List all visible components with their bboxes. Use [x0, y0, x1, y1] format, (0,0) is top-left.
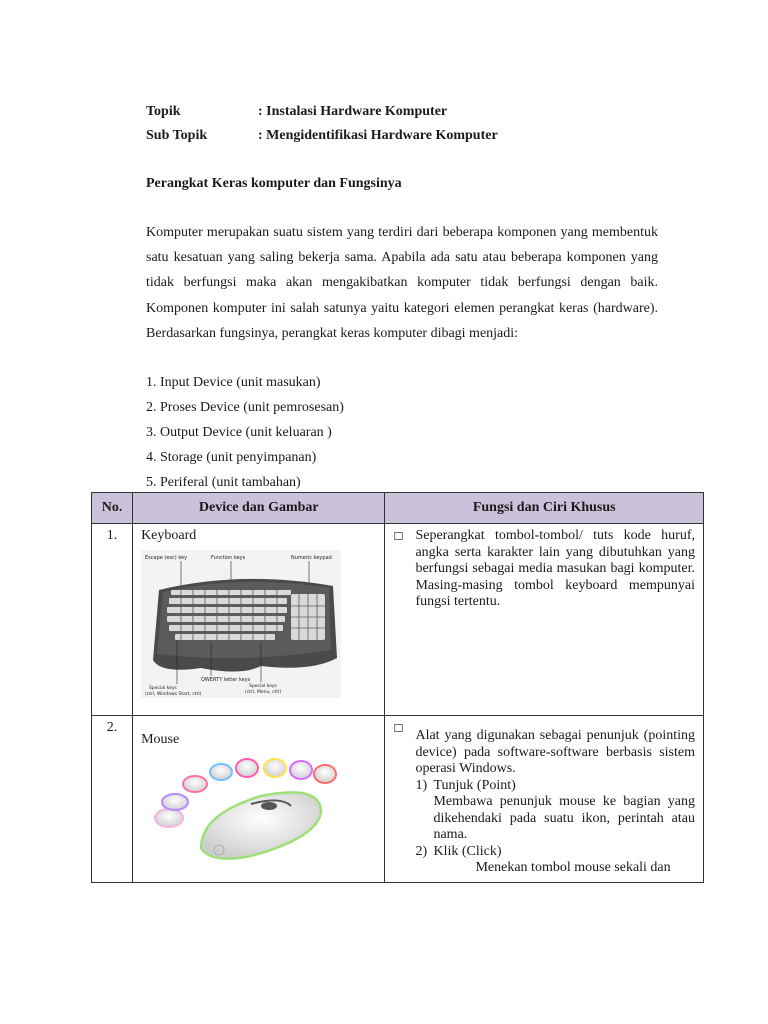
- sub-item-number: 2): [415, 843, 428, 859]
- header-function: Fungsi dan Ciri Khusus: [385, 493, 704, 524]
- sub-item-title: Klik (Click): [433, 843, 502, 859]
- device-name: Keyboard: [141, 528, 197, 543]
- square-bullet-icon: ☐: [393, 530, 404, 543]
- row-number: 1.: [92, 524, 133, 716]
- list-item: 1. Input Device (unit masukan): [146, 375, 321, 390]
- mouse-illustration: [141, 754, 341, 866]
- keyboard-illustration: [141, 550, 341, 698]
- device-table: [91, 492, 704, 883]
- list-item: 4. Storage (unit penyimpanan): [146, 450, 317, 465]
- intro-paragraph: Komputer merupakan suatu sistem yang terdiri dari beberapa komponen yang membentuk satu kesatuan yang saling bekerja sama. Apabila ada satu atau beberapa komponen yang tidak berfungsi maka akan mengakibatkan komputer tidak berfungsi dengan baik. Komponen komputer ini salah satunya yaitu kategori elemen perangkat keras (hardware). Berdasarkan fungsinya, perangkat keras komputer dibagi menjadi:: [146, 225, 658, 341]
- table-header-row: [92, 493, 704, 524]
- list-item: 3. Output Device (unit keluaran ): [146, 425, 332, 440]
- sub-item-desc: Menekan tombol mouse sekali dan: [475, 860, 671, 875]
- sub-list: [415, 778, 695, 877]
- list-item: [415, 844, 695, 861]
- section-title: Perangkat Keras komputer dan Fungsinya: [146, 176, 402, 191]
- topik-label: Topik: [146, 104, 181, 119]
- header-device: Device dan Gambar: [133, 493, 385, 524]
- list-item: 2. Proses Device (unit pemrosesan): [146, 400, 344, 415]
- function-content: [415, 720, 695, 877]
- sub-item-title: Tunjuk (Point): [433, 777, 516, 793]
- list-item: 5. Periferal (unit tambahan): [146, 475, 301, 490]
- keyboard-label-special-right-detail: (ctrl, Menu, ctrl): [245, 690, 282, 695]
- table-row: [92, 524, 704, 716]
- table-row: [92, 716, 704, 883]
- keyboard-label-numeric: Numeric keypad: [291, 555, 332, 561]
- keyboard-label-special-left: Special keys: [149, 686, 177, 691]
- sub-item-number: 1): [415, 777, 428, 793]
- topik-value: : Instalasi Hardware Komputer: [258, 104, 448, 119]
- function-cell: [385, 716, 704, 883]
- row-number: 2.: [92, 716, 133, 883]
- subtopik-label: Sub Topik: [146, 128, 208, 143]
- function-cell: [385, 524, 704, 716]
- keyboard-label-escape: Escape (esc) key: [145, 555, 188, 561]
- keyboard-label-special-left-detail: (ctrl, Windows Start, ctrl): [145, 692, 202, 697]
- square-bullet-icon: ☐: [393, 722, 404, 735]
- function-text: Alat yang digunakan sebagai penunjuk (pointing device) pada software-software berbasis sistem operasi Windows.: [415, 728, 695, 776]
- sub-item-desc: Membawa penunjuk mouse ke bagian yang dikehendaki pada suatu ikon, perintah atau nama.: [433, 794, 695, 842]
- keyboard-label-special-right: Special keys: [249, 684, 277, 689]
- device-cell: [133, 524, 385, 716]
- list-item: [415, 778, 695, 795]
- mouse-image: [141, 754, 376, 871]
- header-no: No.: [92, 493, 133, 524]
- device-name: Mouse: [141, 732, 180, 747]
- subtopik-value: : Mengidentifikasi Hardware Komputer: [258, 128, 498, 143]
- hardware-category-list: [146, 370, 344, 495]
- keyboard-label-function: Function keys: [211, 555, 246, 561]
- function-text: Seperangkat tombol-tombol/ tuts kode huruf, angka serta karakter lain yang dibutuhkan yang berfungsi sebagai media masukan bagi komputer. Masing-masing tombol keyboard mempunyai fungsi tertentu.: [415, 528, 695, 609]
- keyboard-label-qwerty: QWERTY letter keys: [201, 677, 251, 683]
- keyboard-image: [141, 550, 376, 703]
- device-cell: [133, 716, 385, 883]
